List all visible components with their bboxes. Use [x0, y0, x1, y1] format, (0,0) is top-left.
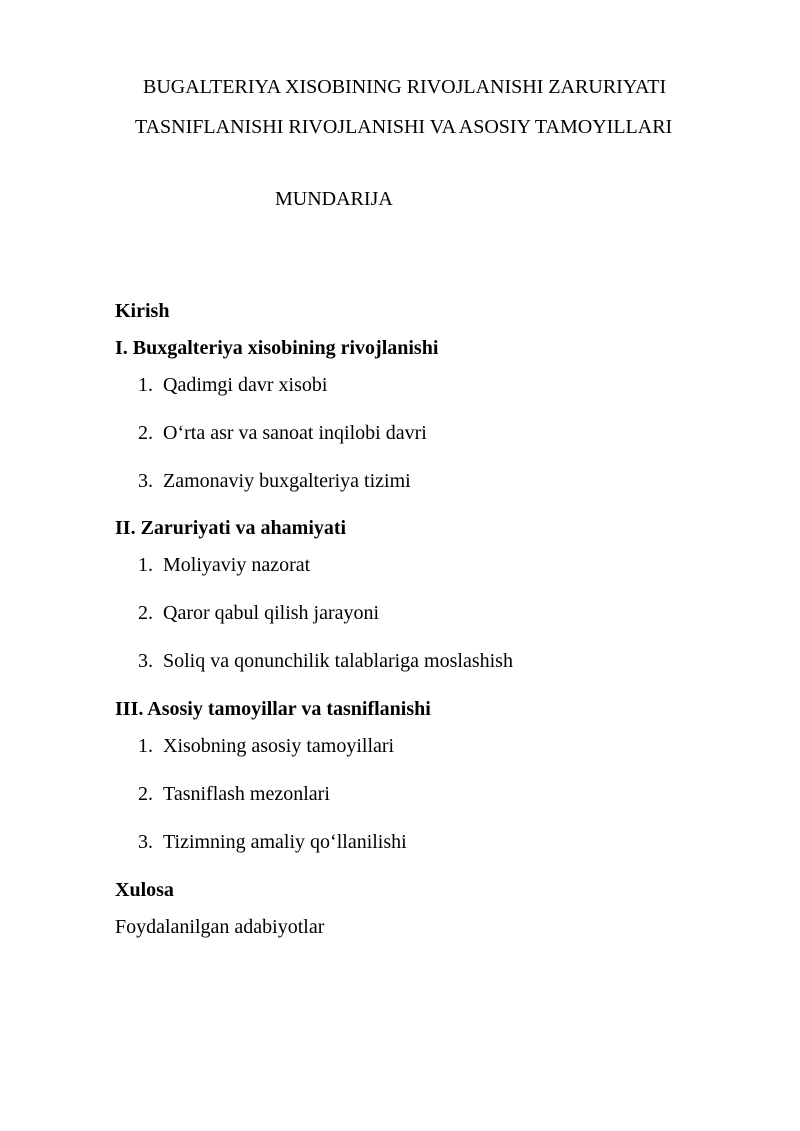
toc-intro: Kirish — [115, 300, 170, 322]
toc-item-number: 1. — [138, 374, 153, 396]
toc-item-number: 2. — [138, 783, 153, 805]
toc-item-number: 2. — [138, 602, 153, 624]
toc-item-number: 3. — [138, 650, 153, 672]
toc-item — [138, 600, 379, 626]
toc-item-text: Qadimgi davr xisobi — [163, 374, 328, 396]
toc-heading: MUNDARIJA — [275, 188, 393, 210]
toc-item-text: Soliq va qonunchilik talablariga moslashish — [163, 650, 513, 672]
toc-conclusion: Xulosa — [115, 879, 174, 901]
toc-item — [138, 781, 330, 807]
toc-item-text: Xisobning asosiy tamoyillari — [163, 735, 395, 757]
toc-item — [138, 468, 411, 494]
toc-item-text: O‘rta asr va sanoat inqilobi davri — [163, 422, 427, 444]
toc-item-number: 1. — [138, 735, 153, 757]
toc-item-number: 3. — [138, 470, 153, 492]
toc-item — [138, 829, 407, 855]
toc-item-number: 2. — [138, 422, 153, 444]
document-title-line-1: BUGALTERIYA XISOBINING RIVOJLANISHI ZARURIYATI — [143, 76, 667, 98]
toc-item — [138, 372, 327, 398]
toc-item-text: Zamonaviy buxgalteriya tizimi — [163, 470, 411, 492]
toc-section-heading-2: II. Zaruriyati va ahamiyati — [115, 517, 347, 539]
toc-item — [138, 733, 394, 759]
toc-item — [138, 648, 513, 674]
toc-item-number: 3. — [138, 831, 153, 853]
toc-item-text: Tasniflash mezonlari — [163, 783, 330, 805]
toc-item-text: Tizimning amaliy qo‘llanilishi — [163, 831, 407, 853]
toc-references: Foydalanilgan adabiyotlar — [115, 916, 325, 938]
document-title-line-2: TASNIFLANISHI RIVOJLANISHI VA ASOSIY TAMOYILLARI — [135, 116, 673, 138]
toc-item-text: Qaror qabul qilish jarayoni — [163, 602, 380, 624]
toc-section-heading-3: III. Asosiy tamoyillar va tasniflanishi — [115, 698, 431, 720]
toc-section-heading-1: I. Buxgalteriya xisobining rivojlanishi — [115, 337, 439, 359]
toc-item-number: 1. — [138, 554, 153, 576]
toc-item — [138, 552, 310, 578]
toc-item — [138, 420, 427, 446]
toc-item-text: Moliyaviy nazorat — [163, 554, 311, 576]
